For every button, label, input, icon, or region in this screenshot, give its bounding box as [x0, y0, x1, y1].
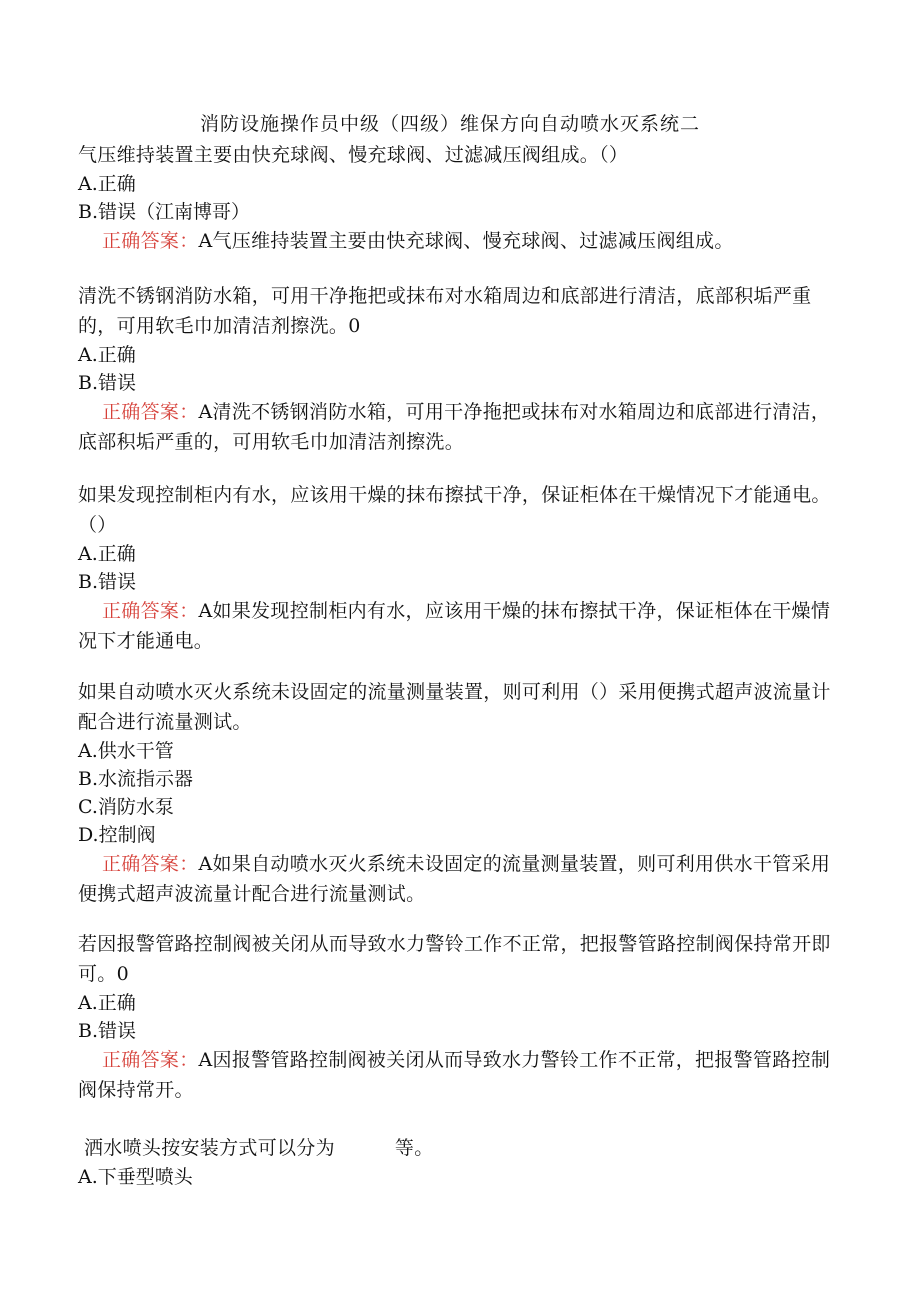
option-a: A.正确 [78, 992, 136, 1014]
question-2 [78, 281, 838, 457]
question-stem [78, 1133, 838, 1163]
question-stem: 清洗不锈钢消防水箱，可用干净拖把或抹布对水箱周边和底部进行清洁，底部积垢严重的，可用软毛巾加清洁剂擦洗。0 [78, 285, 812, 337]
answer-text [78, 1045, 838, 1105]
answer-content: A气压维持装置主要由快充球阀、慢充球阀、过滤减压阀组成。 [198, 230, 734, 252]
answer-text [78, 849, 838, 909]
answer-label: 正确答案： [102, 401, 199, 423]
option-b: B.错误 [78, 1020, 137, 1042]
question-6 [78, 1133, 838, 1191]
option-a: A.供水干管 [78, 740, 174, 762]
answer-label: 正确答案： [102, 853, 199, 875]
question-stem: 如果自动喷水灭火系统未设固定的流量测量装置，则可利用（）采用便携式超声波流量计配合进行流量测试。 [78, 681, 831, 733]
option-a: A.正确 [78, 173, 136, 195]
option-b: B.错误（江南博哥） [78, 201, 251, 223]
option-d: D.控制阀 [78, 824, 156, 846]
answer-text [78, 226, 838, 256]
option-a: A.下垂型喷头 [78, 1166, 193, 1188]
answer-label: 正确答案： [102, 1049, 199, 1071]
question-4 [78, 677, 838, 909]
question-3 [78, 480, 838, 656]
question-stem: 如果发现控制柜内有水，应该用干燥的抹布擦拭干净，保证柜体在干燥情况下才能通电。（） [78, 484, 831, 536]
option-a: A.正确 [78, 344, 136, 366]
answer-content: A因报警管路控制阀被关闭从而导致水力警铃工作不正常，把报警管路控制阀保持常开。 [78, 1049, 831, 1101]
answer-content: A清洗不锈钢消防水箱，可用干净拖把或抹布对水箱周边和底部进行清洁，底部积垢严重的，可用软毛巾加清洁剂擦洗。 [78, 401, 831, 453]
question-stem-part1: 洒水喷头按安装方式可以分为 [84, 1137, 335, 1159]
option-a: A.正确 [78, 543, 136, 565]
answer-label: 正确答案： [102, 230, 199, 252]
question-1 [78, 140, 838, 256]
question-stem-part2: 等。 [394, 1137, 434, 1159]
answer-text [78, 397, 838, 457]
answer-label: 正确答案： [102, 600, 199, 622]
question-5 [78, 929, 838, 1105]
question-stem: 气压维持装置主要由快充球阀、慢充球阀、过滤减压阀组成。（） [78, 144, 629, 166]
option-b: B.水流指示器 [78, 768, 194, 790]
answer-content: A如果发现控制柜内有水，应该用干燥的抹布擦拭干净，保证柜体在干燥情况下才能通电。 [78, 600, 831, 652]
document-title: 消防设施操作员中级（四级）维保方向自动喷水灭系统二 [199, 113, 700, 135]
option-b: B.错误 [78, 372, 137, 394]
answer-text [78, 596, 838, 656]
answer-content: A如果自动喷水灭火系统未设固定的流量测量装置，则可利用供水干管采用便携式超声波流量计配合进行流量测试。 [78, 853, 831, 905]
option-b: B.错误 [78, 571, 137, 593]
question-stem: 若因报警管路控制阀被关闭从而导致水力警铃工作不正常，把报警管路控制阀保持常开即可。0 [78, 933, 831, 985]
option-c: C.消防水泵 [78, 796, 174, 818]
